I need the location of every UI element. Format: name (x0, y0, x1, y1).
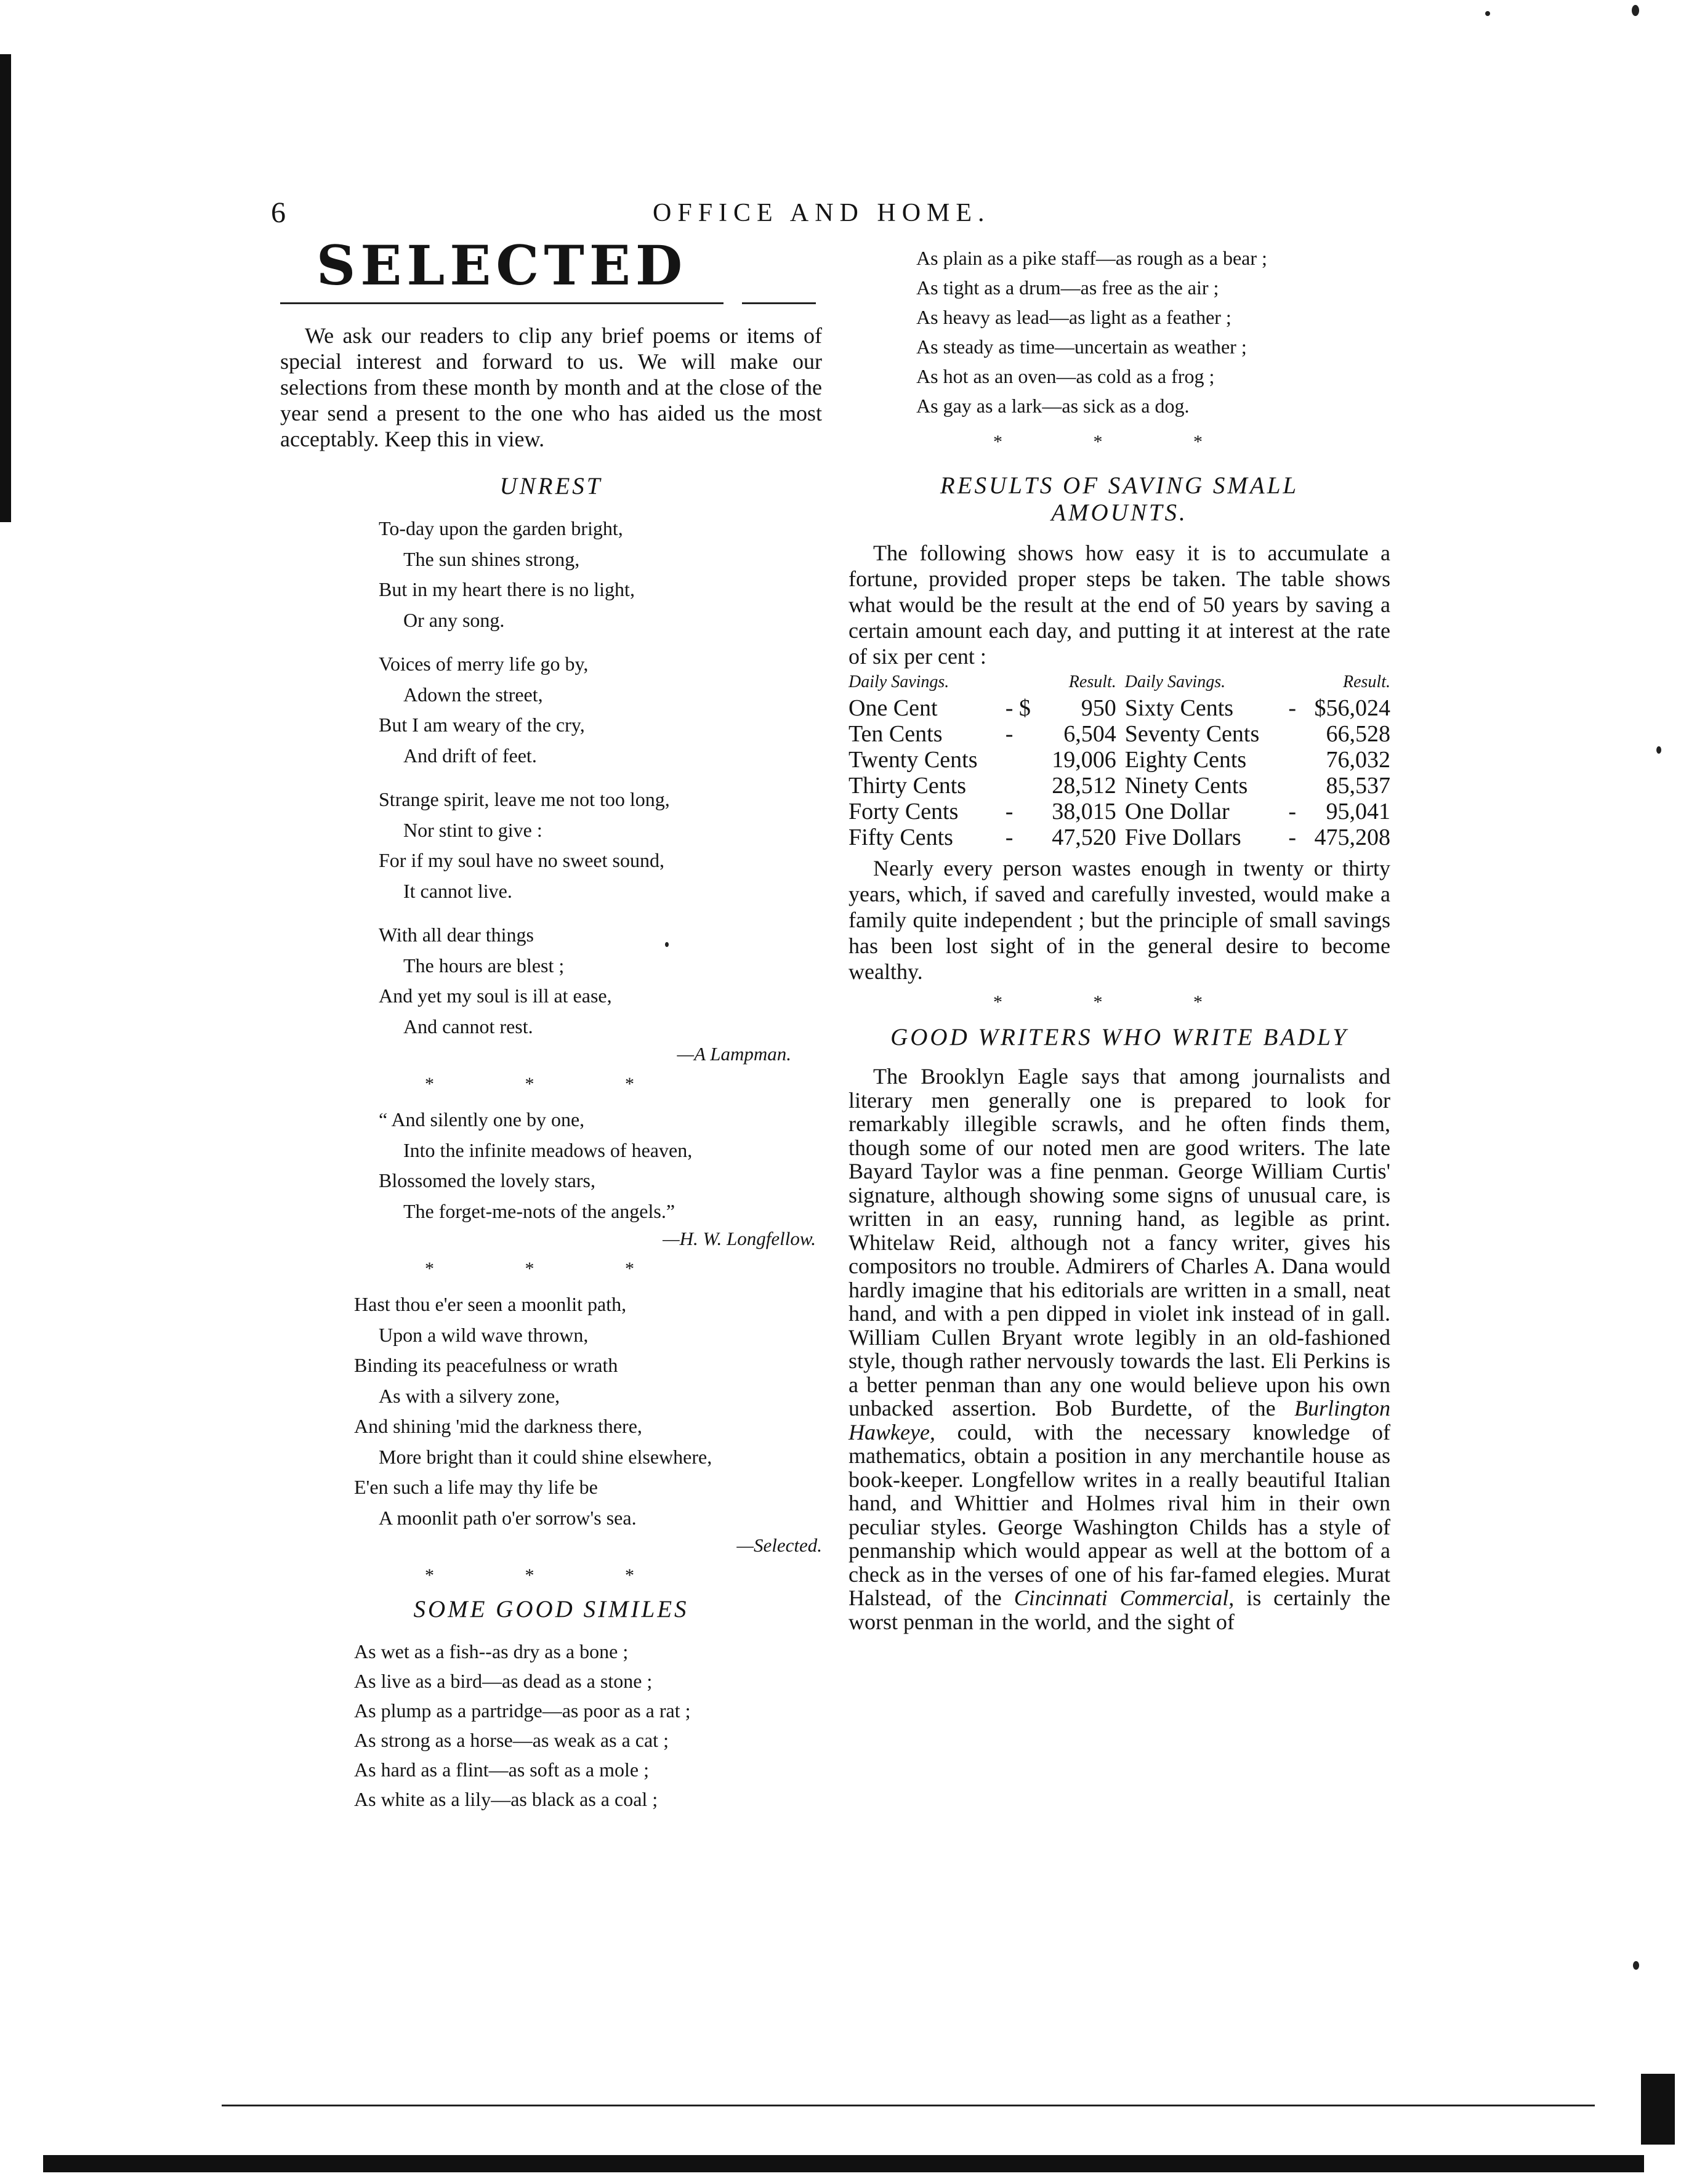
section-divider-stars: * * * (993, 992, 1246, 1012)
table-cell: Ninety Cents (1124, 773, 1248, 799)
simile-line: As strong as a horse—as weak as a cat ; (354, 1729, 669, 1752)
left-column (280, 233, 822, 1814)
table-cell: 47,520 (1052, 824, 1116, 850)
table-row (849, 721, 1390, 747)
simile-line: As plump as a partridge—as poor as a rat ; (354, 1699, 691, 1722)
poem-title-unrest: UNREST (499, 473, 603, 500)
simile-line: As live as a bird—as dead as a stone ; (354, 1670, 653, 1693)
poem-line: For if my soul have no sweet sound, (379, 849, 664, 872)
poem-line: Binding its peacefulness or wrath (354, 1354, 618, 1377)
scan-speck (1485, 11, 1490, 16)
table-row (849, 747, 1390, 773)
table-cell: - (1005, 799, 1014, 824)
article-text: could, with the necessary knowledge of mathematics, obtain a position in any merchantile house as book-keeper. Longfellow writes in a really beautiful Italian hand, and Whittier and Holmes rival him in their own peculiar styles. George Washington Childs has a style of penmanship which would appear as well at the bottom of a check as in the verses of one of his far-famed elegies. Murat Halstead, of the (849, 1419, 1390, 1610)
table-cell (1006, 747, 1036, 773)
scan-corner-mark (1641, 2074, 1675, 2145)
table-cell: Eighty Cents (1124, 747, 1247, 773)
table-cell: 66,528 (1326, 721, 1390, 747)
section-divider-stars: * * * (425, 1259, 677, 1279)
table-cell: - (1005, 824, 1014, 850)
table-cell: 950 (1081, 695, 1116, 721)
scan-speck (1633, 1961, 1639, 1970)
scan-speck (1632, 5, 1639, 16)
publication-name: Cincinnati Commercial, (1014, 1586, 1235, 1610)
poem-line: E'en such a life may thy life be (354, 1476, 598, 1499)
table-row (849, 824, 1390, 850)
attribution: —Selected. (736, 1534, 822, 1557)
table-cell: - (1288, 695, 1297, 721)
section-divider-stars: * * * (425, 1565, 677, 1586)
poem-line: Blossomed the lovely stars, (379, 1169, 595, 1192)
poem-line: Hast thou e'er seen a moonlit path, (354, 1293, 627, 1316)
table-cell: 85,537 (1326, 773, 1390, 799)
poem-line: The sun shines strong, (403, 547, 580, 570)
table-cell: - (1288, 824, 1297, 850)
column-header: Daily Savings. (849, 672, 949, 691)
table-cell: 38,015 (1052, 799, 1116, 824)
poem-moonlit-path (280, 1289, 822, 1533)
intro-paragraph: We ask our readers to clip any brief poems or items of special interest and forward to us. We will make our selections from these month by month and at the close of the year send a present to the one who has aided us the most acceptably. Keep this in view. (280, 323, 822, 452)
table-cell (1006, 773, 1036, 799)
poem-line: More bright than it could shine elsewhere, (379, 1445, 712, 1468)
table-cell: Thirty Cents (849, 773, 967, 799)
section-divider-stars: * * * (993, 432, 1246, 452)
page-bottom-rule (222, 2105, 1595, 2106)
scan-bottom-bar (43, 2155, 1644, 2172)
table-row (849, 695, 1390, 721)
running-head: OFFICE AND HOME. (653, 199, 991, 227)
simile-line: As tight as a drum—as free as the air ; (916, 276, 1219, 299)
poem-line: As with a silvery zone, (379, 1384, 560, 1407)
savings-table (849, 669, 1390, 850)
article-title-similes: SOME GOOD SIMILES (413, 1596, 689, 1623)
table-cell: 475,208 (1314, 824, 1390, 850)
section-title: SELECTED (316, 233, 688, 297)
poem-line: Or any song. (403, 608, 505, 631)
table-cell: - (1288, 799, 1297, 824)
poem-line: It cannot live. (403, 879, 512, 902)
poem-line: A moonlit path o'er sorrow's sea. (379, 1506, 637, 1529)
results-intro: The following shows how easy it is to accumulate a fortune, provided proper steps be taken. The table shows what would be the result at the end of 50 years by saving a certain amount each day, and putting it at interest at the rate of six per cent : (849, 541, 1390, 669)
poem-line: “ And silently one by one, (379, 1108, 585, 1131)
poem-line: Into the infinite meadows of heaven, (403, 1138, 693, 1161)
simile-line: As wet as a fish--as dry as a bone ; (354, 1640, 629, 1663)
simile-line: As heavy as lead—as light as a feather ; (916, 306, 1231, 328)
simile-line: As plain as a pike staff—as rough as a bear ; (916, 247, 1267, 269)
poem-line: The forget-me-nots of the angels.” (403, 1199, 675, 1222)
table-cell: $56,024 (1314, 695, 1390, 721)
article-title-writers: GOOD WRITERS WHO WRITE BADLY (890, 1024, 1348, 1050)
table-cell: Twenty Cents (849, 747, 978, 773)
poem-longfellow (280, 1105, 822, 1227)
section-divider-stars: * * * (425, 1074, 677, 1095)
table-cell: One Cent (849, 695, 938, 721)
poem-line: And drift of feet. (403, 744, 537, 767)
similes-list (280, 1637, 822, 1814)
poem-line: And yet my soul is ill at ease, (379, 985, 612, 1007)
table-cell: Fifty Cents (849, 824, 953, 850)
table-cell: 28,512 (1052, 773, 1116, 799)
table-cell: 6,504 (1063, 721, 1116, 747)
poem-line: Adown the street, (403, 683, 543, 706)
simile-line: As steady as time—uncertain as weather ; (916, 336, 1247, 358)
poem-line: Strange spirit, leave me not too long, (379, 788, 670, 811)
simile-line: As white as a lily—as black as a coal ; (354, 1788, 658, 1811)
table-cell: Ten Cents (849, 721, 943, 747)
scan-speck (1656, 746, 1661, 754)
poem-line: And shining 'mid the darkness there, (354, 1415, 642, 1438)
table-cell: - (1005, 721, 1014, 747)
attribution: —H. W. Longfellow. (663, 1228, 816, 1250)
table-cell (1288, 747, 1297, 773)
poem-line: The hours are blest ; (403, 954, 565, 977)
page-number: 6 (271, 196, 286, 229)
scan-margin-mark (0, 228, 36, 302)
table-cell: Sixty Cents (1124, 695, 1234, 721)
article-title-results: RESULTS OF SAVING SMALL AMOUNTS. (940, 472, 1299, 526)
table-cell: - $ (1005, 695, 1031, 721)
table-cell: One Dollar (1124, 799, 1230, 824)
poem-line: Upon a wild wave thrown, (379, 1323, 589, 1346)
table-row (849, 799, 1390, 824)
table-cell (1288, 773, 1297, 799)
table-row (849, 773, 1390, 799)
writers-article (849, 1065, 1390, 1634)
attribution: —A Lampman. (677, 1043, 791, 1065)
poem-line: But in my heart there is no light, (379, 578, 635, 601)
poem-line: With all dear things (379, 924, 534, 946)
table-cell: 76,032 (1326, 747, 1390, 773)
simile-line: As hot as an oven—as cold as a frog ; (916, 365, 1215, 387)
poem-unrest (280, 514, 822, 1042)
column-header: Daily Savings. (1124, 672, 1226, 691)
poem-line: Nor stint to give : (403, 818, 542, 841)
table-cell: 19,006 (1052, 747, 1116, 773)
title-rule (280, 302, 822, 304)
table-cell: Seventy Cents (1124, 721, 1260, 747)
table-cell: 95,041 (1326, 799, 1390, 824)
right-column (849, 243, 1390, 1634)
poem-line: And cannot rest. (403, 1015, 533, 1038)
column-header: Result. (1068, 672, 1116, 691)
similes-continued (849, 243, 1390, 421)
article-text: The Brooklyn Eagle says that among journalists and literary men generally one is prepared to look for remarkably illegible scrawls, and he often finds them, though some of our noted men are good writers. The late Bayard Taylor was a fine penman. George William Curtis' signature, although showing some signs of unusual care, is written in an easy, running hand, as legible as print. Whitelaw Reid, although not a fancy writer, gives his compositors no trouble. Admirers of Charles A. Dana would hardly imagine that his editorials are written in a small, neat hand, and with a pen dipped in violet ink instead of in gall. William Cullen Bryant wrote legibly in an old-fashioned style, though rather nervously towards the last. Eli Perkins is a better penman than any one would believe upon his own unbacked assertion. Bob Burdette, of the (849, 1064, 1390, 1420)
column-header: Result. (1343, 672, 1390, 691)
table-cell: Forty Cents (849, 799, 959, 824)
table-header-row (849, 669, 1390, 695)
poem-line: Voices of merry life go by, (379, 653, 589, 675)
poem-line: But I am weary of the cry, (379, 714, 585, 736)
table-cell (1288, 721, 1297, 747)
article-text: is certainly the worst penman in the world, and the sight of (849, 1586, 1391, 1634)
results-outro: Nearly every person wastes enough in twenty or thirty years, which, if saved and carefully invested, would make a family quite independent ; but the principle of small savings has been lost sight of in the general desire to become wealthy. (849, 856, 1390, 984)
simile-line: As hard as a flint—as soft as a mole ; (354, 1759, 649, 1781)
poem-line: To-day upon the garden bright, (379, 517, 623, 540)
simile-line: As gay as a lark—as sick as a dog. (916, 395, 1190, 417)
table-cell: Five Dollars (1124, 824, 1241, 850)
publication-name: Burlington Hawkeye, (849, 1396, 1390, 1445)
